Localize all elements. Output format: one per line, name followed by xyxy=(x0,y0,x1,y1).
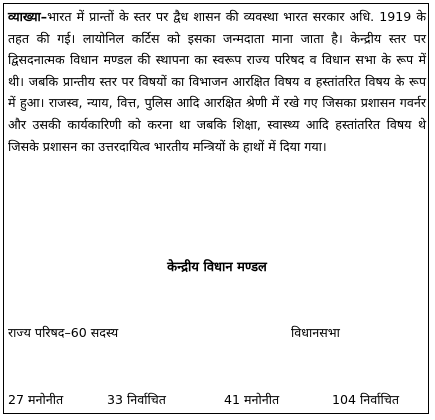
council-elected-count: 33 निर्वाचित xyxy=(107,392,166,407)
explanation-text: भारत में प्रान्तों के स्तर पर द्वैध शासन की व्यवस्था भारत सरकार अधि. 1919 के तहत की गई। लायोनिल कर्टिस को इसका जन्मदाता माना जाता है। केन्द्रीय स्तर पर द्विसदनात्मक विधान मण्डल की स्थापना का स्वरूप राज्य परिषद व विधान सभा के रूप में थी। जबकि प्रान्तीय स्तर पर विषयों का विभाजन आरक्षित विषय व हस्तांतरित विषय के रूप में हुआ। राजस्व, न्याय, वित्त, पुलिस आदि आरक्षित श्रेणी में रखे गए जिसका प्रशासन गवर्नर और उसकी कार्यकारिणी को करना था जबकि शिक्षा, स्वास्थ्य आदि हस्तांतरित विषय थे जिसके प्रशासन का उत्तरदायित्व भारतीय मन्त्रियों के हाथों में दिया गया। xyxy=(8,9,426,154)
central-legislature-heading: केन्द्रीय विधान मण्डल xyxy=(167,260,267,275)
council-nominated-count: 27 मनोनीत xyxy=(8,392,64,407)
council-of-state-label: राज्य परिषद–60 सदस्य xyxy=(8,325,119,340)
content-box xyxy=(3,3,429,414)
assembly-elected-count: 104 निर्वाचित xyxy=(332,392,399,407)
explanation-lead: व्याख्या– xyxy=(8,9,48,24)
legislative-assembly-label: विधानसभा xyxy=(291,325,340,340)
assembly-nominated-count: 41 मनोनीत xyxy=(224,392,280,407)
explanation-paragraph xyxy=(8,6,426,157)
